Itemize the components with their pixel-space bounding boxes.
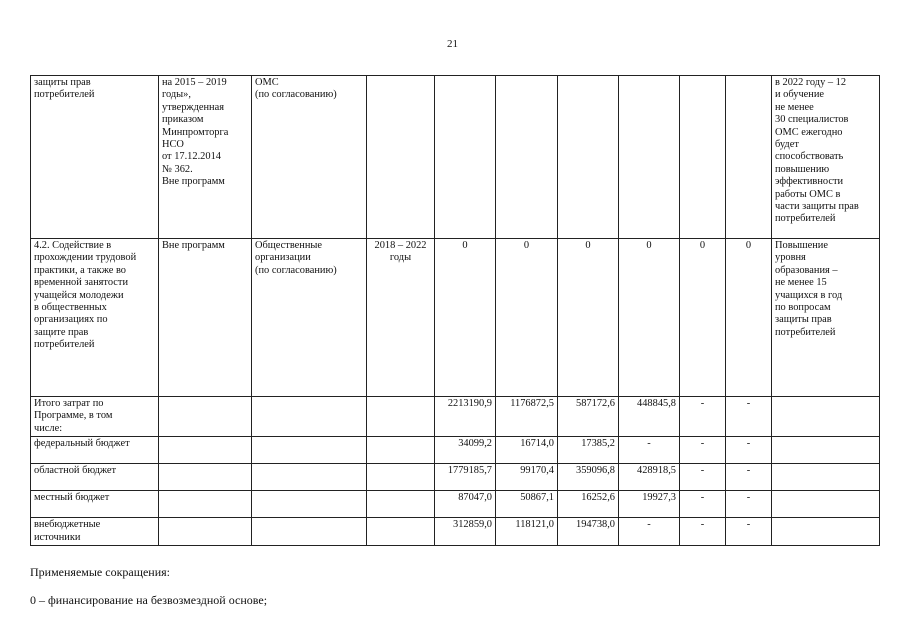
value-cell: 194738,0 (558, 518, 619, 546)
value-total-cell: 0 (435, 239, 496, 397)
empty-cell (159, 437, 252, 464)
value-cell: 16252,6 (558, 491, 619, 518)
empty-cell (252, 437, 367, 464)
total-label-cell: Итого затрат по Программе, в том числе: (31, 397, 159, 437)
value-cell: - (680, 437, 726, 464)
abbreviations-heading: Применяемые сокращения: (30, 565, 171, 579)
period-cell: 2018 – 2022 годы (367, 239, 435, 397)
table-row (31, 518, 880, 546)
budget-source-cell: внебюджетные источники (31, 518, 159, 546)
value-cell: 428918,5 (619, 464, 680, 491)
value-cell: - (619, 437, 680, 464)
value-cell: - (680, 491, 726, 518)
value-cell: - (680, 518, 726, 546)
executor-cell: ОМС (по согласованию) (252, 76, 367, 239)
budget-source-cell: местный бюджет (31, 491, 159, 518)
value-cell: - (726, 437, 772, 464)
empty-cell (367, 491, 435, 518)
value-cell: - (726, 397, 772, 437)
table-row (31, 437, 880, 464)
value-total-cell: 34099,2 (435, 437, 496, 464)
value-cell (496, 76, 558, 239)
funding-source-cell: на 2015 – 2019 годы», утвержденная приказом Минпромторга НСО от 17.12.2014 № 362. Вне программ (159, 76, 252, 239)
funding-source-cell: Вне программ (159, 239, 252, 397)
table-row (31, 76, 880, 239)
value-cell: - (680, 397, 726, 437)
empty-cell (252, 464, 367, 491)
empty-cell (772, 397, 880, 437)
measure-name-cell: 4.2. Содействие в прохождении трудовой практики, а также во временной занятости учащейся молодежи в общественных организациях по защите прав потребителей (31, 239, 159, 397)
empty-cell (252, 397, 367, 437)
value-cell: 0 (680, 239, 726, 397)
value-cell (726, 76, 772, 239)
empty-cell (252, 491, 367, 518)
value-cell: 16714,0 (496, 437, 558, 464)
value-cell: 0 (558, 239, 619, 397)
empty-cell (159, 518, 252, 546)
value-cell: 0 (619, 239, 680, 397)
value-cell: - (726, 464, 772, 491)
value-cell: 359096,8 (558, 464, 619, 491)
value-cell: - (680, 464, 726, 491)
value-cell: 1176872,5 (496, 397, 558, 437)
value-cell: 0 (496, 239, 558, 397)
empty-cell (772, 518, 880, 546)
value-total-cell: 312859,0 (435, 518, 496, 546)
value-total-cell (435, 76, 496, 239)
executor-cell: Общественные организации (по согласованию) (252, 239, 367, 397)
footnote-zero-financing: 0 – финансирование на безвозмездной основе; (30, 593, 268, 607)
value-cell: 99170,4 (496, 464, 558, 491)
value-cell (680, 76, 726, 239)
value-cell: 50867,1 (496, 491, 558, 518)
empty-cell (159, 464, 252, 491)
value-cell: 448845,8 (619, 397, 680, 437)
measure-name-cell: защиты прав потребителей (31, 76, 159, 239)
value-total-cell: 1779185,7 (435, 464, 496, 491)
value-cell: 587172,6 (558, 397, 619, 437)
budget-source-cell: федеральный бюджет (31, 437, 159, 464)
value-total-cell: 87047,0 (435, 491, 496, 518)
value-cell (619, 76, 680, 239)
empty-cell (367, 518, 435, 546)
table-row (31, 239, 880, 397)
value-cell: 0 (726, 239, 772, 397)
table-row (31, 491, 880, 518)
budget-source-cell: областной бюджет (31, 464, 159, 491)
empty-cell (772, 491, 880, 518)
table-row (31, 397, 880, 437)
empty-cell (772, 437, 880, 464)
empty-cell (159, 491, 252, 518)
value-cell (558, 76, 619, 239)
empty-cell (367, 437, 435, 464)
value-cell: 17385,2 (558, 437, 619, 464)
table-row (31, 464, 880, 491)
value-cell: - (619, 518, 680, 546)
empty-cell (772, 464, 880, 491)
value-cell: 118121,0 (496, 518, 558, 546)
expected-result-cell: в 2022 году – 12 и обучение не менее 30 специалистов ОМС ежегодно будет способствовать повышению эффективности работы ОМС в части защиты прав потребителей (772, 76, 880, 239)
value-cell: 19927,3 (619, 491, 680, 518)
empty-cell (367, 464, 435, 491)
value-cell: - (726, 518, 772, 546)
expected-result-cell: Повышение уровня образования – не менее 15 учащихся в год по вопросам защиты прав потребителей (772, 239, 880, 397)
empty-cell (252, 518, 367, 546)
program-budget-table (30, 75, 880, 546)
empty-cell (159, 397, 252, 437)
page-number: 21 (447, 38, 458, 50)
empty-cell (367, 397, 435, 437)
period-cell (367, 76, 435, 239)
value-cell: - (726, 491, 772, 518)
value-total-cell: 2213190,9 (435, 397, 496, 437)
